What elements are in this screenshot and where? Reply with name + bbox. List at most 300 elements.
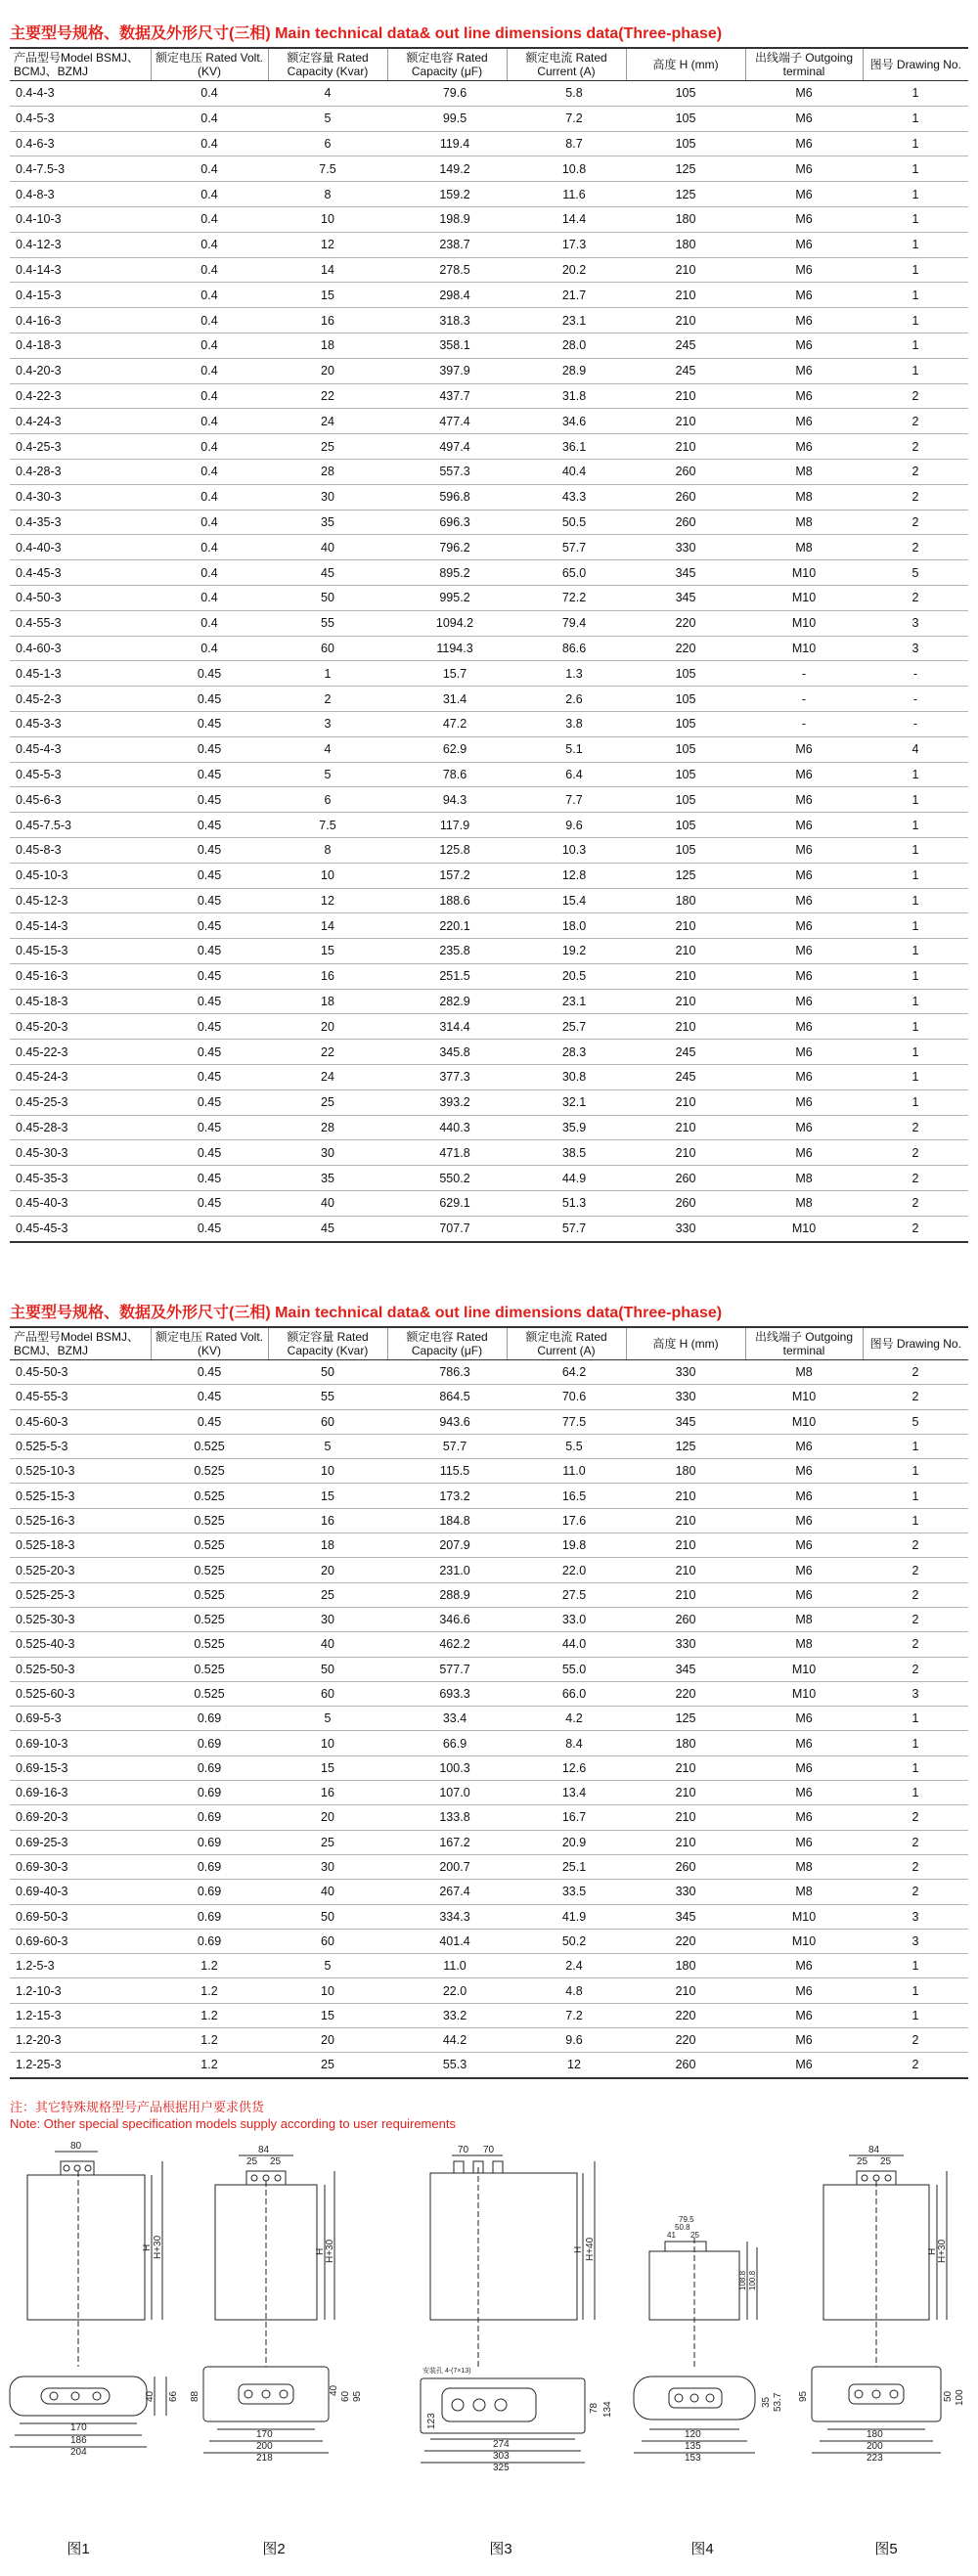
table-cell: 30: [268, 1140, 387, 1166]
table-cell: 260: [626, 1854, 745, 1879]
table-cell: 8: [268, 837, 387, 863]
table-cell: 2: [863, 409, 968, 434]
table-cell: 2: [863, 383, 968, 409]
table-cell: 393.2: [387, 1089, 507, 1115]
table-cell: 2: [863, 1830, 968, 1854]
table-cell: 462.2: [387, 1632, 507, 1657]
table-cell: 0.4: [151, 610, 268, 636]
table-cell: 345: [626, 585, 745, 610]
table-row: [10, 1755, 968, 1780]
figure-2-label: 图2: [262, 2541, 286, 2557]
table-cell: 1: [863, 1434, 968, 1458]
table-cell: 0.45: [151, 813, 268, 838]
note-cn: 注：其它特殊规格型号产品根据用户要求供货: [10, 2100, 265, 2114]
table-row: [10, 813, 968, 838]
table-cell: 1: [863, 963, 968, 989]
table-cell: 66.9: [387, 1731, 507, 1755]
table-cell: 0.4: [151, 383, 268, 409]
table-cell: 235.8: [387, 939, 507, 964]
table-cell: 0.45-28-3: [10, 1115, 151, 1140]
table-cell: 210: [626, 383, 745, 409]
column-header: 额定电容 Rated Capacity (μF): [387, 1327, 507, 1360]
table-cell: 0.45-25-3: [10, 1089, 151, 1115]
table-cell: M8: [745, 1854, 863, 1879]
table-cell: M6: [745, 409, 863, 434]
table-cell: 0.4-8-3: [10, 182, 151, 207]
table-row: [10, 383, 968, 409]
table-cell: 864.5: [387, 1385, 507, 1409]
table-cell: 1.2: [151, 2028, 268, 2053]
fig1-side2: 66: [168, 2390, 179, 2402]
table-cell: 0.4: [151, 535, 268, 560]
table-cell: 5.5: [507, 1434, 626, 1458]
table-cell: 15: [268, 1755, 387, 1780]
fig2-top1: 84: [258, 2145, 270, 2155]
figure-4-drawing: [634, 2215, 783, 2464]
table-cell: 105: [626, 736, 745, 762]
table-cell: 1: [863, 1731, 968, 1755]
table-row: [10, 1805, 968, 1830]
table-row: [10, 1929, 968, 1953]
table-row: [10, 1191, 968, 1217]
table-cell: 497.4: [387, 434, 507, 460]
fig1-bot-w2: 186: [70, 2435, 87, 2446]
table-cell: M6: [745, 1830, 863, 1854]
table-cell: 0.69: [151, 1929, 268, 1953]
fig5-top3: 25: [880, 2156, 892, 2167]
fig5-right2: 100: [955, 2389, 965, 2406]
table-cell: 15: [268, 1484, 387, 1508]
table-cell: 60: [268, 636, 387, 661]
table-cell: 133.8: [387, 1805, 507, 1830]
table-cell: 25: [268, 1830, 387, 1854]
table-cell: 0.45-12-3: [10, 888, 151, 913]
table-cell: 1.2: [151, 1954, 268, 1978]
table-cell: -: [863, 687, 968, 712]
table-cell: 0.69-15-3: [10, 1755, 151, 1780]
table-cell: 0.45: [151, 989, 268, 1014]
table-cell: 220: [626, 636, 745, 661]
table-row: [10, 156, 968, 182]
table-cell: 77.5: [507, 1409, 626, 1434]
table-cell: 16: [268, 963, 387, 989]
table-cell: 0.45-24-3: [10, 1065, 151, 1090]
table-row: [10, 711, 968, 736]
table-cell: 0.45: [151, 1040, 268, 1065]
table-cell: 15.7: [387, 661, 507, 687]
table-row: [10, 2053, 968, 2078]
table-cell: 105: [626, 687, 745, 712]
table-cell: M8: [745, 1191, 863, 1217]
table-cell: 210: [626, 939, 745, 964]
table-cell: 0.45-18-3: [10, 989, 151, 1014]
table-cell: 125: [626, 1434, 745, 1458]
table-cell: 1: [863, 913, 968, 939]
table-cell: -: [745, 661, 863, 687]
table-cell: 60: [268, 1929, 387, 1953]
table-cell: 0.4-35-3: [10, 510, 151, 535]
table-cell: 0.525-25-3: [10, 1582, 151, 1607]
table-cell: 1: [863, 989, 968, 1014]
column-header: 出线端子 Outgoing terminal: [745, 48, 863, 81]
table-cell: 4.8: [507, 1978, 626, 2003]
table-cell: 23.1: [507, 308, 626, 333]
figure-5-drawing: [798, 2145, 965, 2464]
table-cell: 25: [268, 1089, 387, 1115]
table-cell: 0.4-50-3: [10, 585, 151, 610]
table-cell: 210: [626, 1805, 745, 1830]
table-row: [10, 1014, 968, 1040]
table-cell: 0.69-50-3: [10, 1904, 151, 1929]
table-cell: 22: [268, 1040, 387, 1065]
table-cell: 22.0: [387, 1978, 507, 2003]
table-cell: 358.1: [387, 333, 507, 358]
table-cell: 50: [268, 1657, 387, 1681]
table-row: [10, 1880, 968, 1904]
table-cell: 210: [626, 1089, 745, 1115]
fig2-right3: 95: [352, 2390, 363, 2402]
table-cell: 173.2: [387, 1484, 507, 1508]
table-cell: M6: [745, 787, 863, 813]
table-cell: 184.8: [387, 1508, 507, 1532]
table-row: [10, 687, 968, 712]
table-cell: M6: [745, 863, 863, 888]
table-cell: 180: [626, 1954, 745, 1978]
table-cell: 2: [863, 1607, 968, 1631]
table-cell: 5: [863, 560, 968, 586]
table-cell: 1: [863, 1065, 968, 1090]
table-cell: 0.45: [151, 1216, 268, 1241]
table-cell: 32.1: [507, 1089, 626, 1115]
table-cell: 0.45-16-3: [10, 963, 151, 989]
table-cell: 0.45: [151, 661, 268, 687]
table-cell: 21.7: [507, 283, 626, 308]
table-cell: M6: [745, 1040, 863, 1065]
table-cell: 251.5: [387, 963, 507, 989]
table-cell: 220: [626, 2028, 745, 2053]
table-cell: 0.525: [151, 1533, 268, 1558]
table-cell: 0.69: [151, 1854, 268, 1879]
table-cell: 125: [626, 863, 745, 888]
table-cell: 64.2: [507, 1360, 626, 1385]
table-cell: 57.7: [387, 1434, 507, 1458]
table-cell: 0.45-22-3: [10, 1040, 151, 1065]
table-cell: M6: [745, 1755, 863, 1780]
table-cell: 796.2: [387, 535, 507, 560]
table-row: [10, 81, 968, 107]
table-row: [10, 736, 968, 762]
fig5-h30: H+30: [937, 2239, 948, 2263]
table-cell: 260: [626, 510, 745, 535]
figure-1-drawing: [10, 2141, 179, 2458]
table-cell: 40.4: [507, 459, 626, 484]
table-cell: 19.8: [507, 1533, 626, 1558]
table-cell: 28.9: [507, 358, 626, 383]
table-cell: 345: [626, 560, 745, 586]
table-cell: 0.45-5-3: [10, 762, 151, 787]
fig1-bot-w: 170: [70, 2422, 87, 2433]
table-cell: 1: [863, 863, 968, 888]
table-cell: 1.2-10-3: [10, 1978, 151, 2003]
table-cell: 12: [268, 232, 387, 257]
table-cell: 34.6: [507, 409, 626, 434]
table-cell: 0.4: [151, 333, 268, 358]
table-cell: 0.4: [151, 409, 268, 434]
table-cell: 105: [626, 661, 745, 687]
table-cell: M10: [745, 1657, 863, 1681]
table-row: [10, 131, 968, 156]
table-cell: 550.2: [387, 1166, 507, 1191]
table-cell: 260: [626, 484, 745, 510]
table-cell: 47.2: [387, 711, 507, 736]
table-row: [10, 963, 968, 989]
table-row: [10, 762, 968, 787]
column-header: 额定容量 Rated Capacity (Kvar): [268, 48, 387, 81]
table-cell: 66.0: [507, 1681, 626, 1706]
table-cell: 0.69-5-3: [10, 1707, 151, 1731]
table-cell: M8: [745, 535, 863, 560]
table-row: [10, 661, 968, 687]
table-cell: M6: [745, 837, 863, 863]
table-cell: 0.4: [151, 106, 268, 131]
table-cell: 12: [507, 2053, 626, 2078]
table-cell: 17.6: [507, 1508, 626, 1532]
table-row: [10, 2003, 968, 2027]
table-row: [10, 610, 968, 636]
table-row: [10, 1360, 968, 1385]
table-cell: 260: [626, 2053, 745, 2078]
table-cell: 2: [863, 484, 968, 510]
table-cell: 0.45: [151, 837, 268, 863]
table-cell: 20.2: [507, 257, 626, 283]
table-cell: 55: [268, 1385, 387, 1409]
table-cell: M10: [745, 1681, 863, 1706]
table-row: [10, 484, 968, 510]
table-cell: M6: [745, 1459, 863, 1484]
fig3-h: H: [573, 2245, 584, 2253]
table-cell: 0.45-2-3: [10, 687, 151, 712]
fig3-bot-w: 274: [493, 2439, 510, 2450]
table-cell: 2: [863, 459, 968, 484]
table-cell: 1: [863, 1089, 968, 1115]
figure-3-label: 图3: [489, 2541, 512, 2557]
table-cell: 20: [268, 1558, 387, 1582]
table-cell: 0.45: [151, 762, 268, 787]
table-cell: 1: [863, 1014, 968, 1040]
table-cell: 0.4-20-3: [10, 358, 151, 383]
table-cell: 200.7: [387, 1854, 507, 1879]
table-cell: 0.4: [151, 308, 268, 333]
table-cell: 188.6: [387, 888, 507, 913]
table-cell: 0.4-25-3: [10, 434, 151, 460]
table-cell: 397.9: [387, 358, 507, 383]
table-cell: 25: [268, 434, 387, 460]
table-cell: 94.3: [387, 787, 507, 813]
fig3-right1: 78: [589, 2402, 600, 2414]
table-cell: 0.45-10-3: [10, 863, 151, 888]
table-cell: 278.5: [387, 257, 507, 283]
table-cell: 9.6: [507, 813, 626, 838]
table-row: [10, 535, 968, 560]
fig3-left: 123: [426, 2413, 437, 2429]
table-cell: 0.45: [151, 939, 268, 964]
table-cell: 0.4-40-3: [10, 535, 151, 560]
table-cell: M10: [745, 636, 863, 661]
table-cell: M6: [745, 1582, 863, 1607]
table-cell: 0.4: [151, 484, 268, 510]
table-cell: 282.9: [387, 989, 507, 1014]
notes: [10, 2099, 456, 2132]
fig5-bot-w3: 223: [867, 2453, 883, 2464]
table-cell: 0.45: [151, 1191, 268, 1217]
table-cell: M8: [745, 1607, 863, 1631]
table-cell: 1: [863, 131, 968, 156]
table-cell: 210: [626, 434, 745, 460]
table-cell: 167.2: [387, 1830, 507, 1854]
table-row: [10, 585, 968, 610]
table-cell: 4: [268, 81, 387, 107]
table-cell: 180: [626, 232, 745, 257]
table-cell: 330: [626, 1385, 745, 1409]
table-cell: 44.9: [507, 1166, 626, 1191]
table-cell: 0.525: [151, 1434, 268, 1458]
fig3-top1: 70: [458, 2145, 469, 2155]
table-cell: 0.45: [151, 1385, 268, 1409]
table-cell: 16: [268, 1508, 387, 1532]
table-row: [10, 1681, 968, 1706]
table-cell: 0.45: [151, 1089, 268, 1115]
table-cell: M10: [745, 1904, 863, 1929]
table-cell: 2: [863, 585, 968, 610]
table-cell: M6: [745, 1140, 863, 1166]
table-cell: 1.2-5-3: [10, 1954, 151, 1978]
table-cell: 15: [268, 2003, 387, 2027]
table-cell: 1: [863, 1954, 968, 1978]
column-header: 额定电流 Rated Current (A): [507, 48, 626, 81]
table-cell: M6: [745, 1434, 863, 1458]
table-cell: M6: [745, 1065, 863, 1090]
table-cell: 0.45: [151, 1014, 268, 1040]
table-cell: 0.525-16-3: [10, 1508, 151, 1532]
table-row: [10, 510, 968, 535]
table-cell: 0.45: [151, 711, 268, 736]
table-cell: 20: [268, 1014, 387, 1040]
table-cell: M10: [745, 1409, 863, 1434]
table-row: [10, 257, 968, 283]
table-cell: 1: [863, 206, 968, 232]
table-cell: 0.525-15-3: [10, 1484, 151, 1508]
table-cell: M6: [745, 1533, 863, 1558]
table-cell: 5: [268, 1707, 387, 1731]
table-cell: 115.5: [387, 1459, 507, 1484]
table-cell: M6: [745, 206, 863, 232]
table-cell: 345: [626, 1904, 745, 1929]
table-cell: 25.1: [507, 1854, 626, 1879]
figure-2-drawing: [190, 2145, 363, 2464]
fig2-bot-w2: 200: [256, 2441, 273, 2452]
spec-table-2: [10, 1326, 968, 2079]
table-cell: -: [863, 711, 968, 736]
table-cell: M6: [745, 888, 863, 913]
table-cell: 0.4-16-3: [10, 308, 151, 333]
table-row: [10, 1409, 968, 1434]
table-cell: 0.69: [151, 1731, 268, 1755]
table-cell: 0.525: [151, 1508, 268, 1532]
table-row: [10, 333, 968, 358]
table-cell: 377.3: [387, 1065, 507, 1090]
table-cell: 943.6: [387, 1409, 507, 1434]
table-cell: 16.5: [507, 1484, 626, 1508]
table-cell: M6: [745, 308, 863, 333]
fig5-h: H: [927, 2247, 938, 2255]
table-cell: 4.2: [507, 1707, 626, 1731]
table-cell: 2: [863, 1140, 968, 1166]
table-cell: 0.4-55-3: [10, 610, 151, 636]
table-cell: 401.4: [387, 1929, 507, 1953]
table-header-row: [10, 1327, 968, 1360]
table-cell: 23.1: [507, 989, 626, 1014]
table-row: [10, 1484, 968, 1508]
table-header-row: [10, 48, 968, 81]
table-cell: 60: [268, 1409, 387, 1434]
table-cell: 35.9: [507, 1115, 626, 1140]
table-row: [10, 1707, 968, 1731]
column-header: 高度 H (mm): [626, 1327, 745, 1360]
table-cell: 3: [863, 610, 968, 636]
table-cell: 0.69: [151, 1781, 268, 1805]
table-row: [10, 1854, 968, 1879]
table-cell: 5.8: [507, 81, 626, 107]
table-cell: 0.69-20-3: [10, 1805, 151, 1830]
table-cell: M8: [745, 1632, 863, 1657]
table-cell: 0.45-8-3: [10, 837, 151, 863]
table-cell: 0.4-7.5-3: [10, 156, 151, 182]
table-cell: 125: [626, 1707, 745, 1731]
table-cell: 210: [626, 1014, 745, 1040]
table-cell: 0.69: [151, 1805, 268, 1830]
table-cell: 7.5: [268, 813, 387, 838]
table-cell: 0.45-1-3: [10, 661, 151, 687]
table-row: [10, 1065, 968, 1090]
table-cell: 105: [626, 762, 745, 787]
table-cell: 0.45-3-3: [10, 711, 151, 736]
table-row: [10, 358, 968, 383]
table-cell: 210: [626, 1115, 745, 1140]
column-header: 额定电压 Rated Volt. (KV): [151, 48, 268, 81]
fig3-bot-w2: 303: [493, 2451, 510, 2462]
section-title: 主要型号规格、数据及外形尺寸(三相) Main technical data& out line dimensions data(Three-phase): [10, 1305, 723, 1321]
table-cell: 1: [863, 106, 968, 131]
table-cell: 0.69: [151, 1830, 268, 1854]
table-cell: 33.0: [507, 1607, 626, 1631]
table-cell: 334.3: [387, 1904, 507, 1929]
table-cell: 0.4-5-3: [10, 106, 151, 131]
table-row: [10, 636, 968, 661]
table-cell: 5: [268, 762, 387, 787]
table-cell: 245: [626, 1065, 745, 1090]
table-cell: 210: [626, 989, 745, 1014]
table-cell: 51.3: [507, 1191, 626, 1217]
table-cell: 707.7: [387, 1216, 507, 1241]
fig5-left: 95: [798, 2390, 809, 2402]
table-row: [10, 182, 968, 207]
table-cell: 0.4: [151, 510, 268, 535]
table-cell: 15.4: [507, 888, 626, 913]
table-cell: 210: [626, 308, 745, 333]
table-cell: 57.7: [507, 535, 626, 560]
table-row: [10, 888, 968, 913]
table-cell: 119.4: [387, 131, 507, 156]
